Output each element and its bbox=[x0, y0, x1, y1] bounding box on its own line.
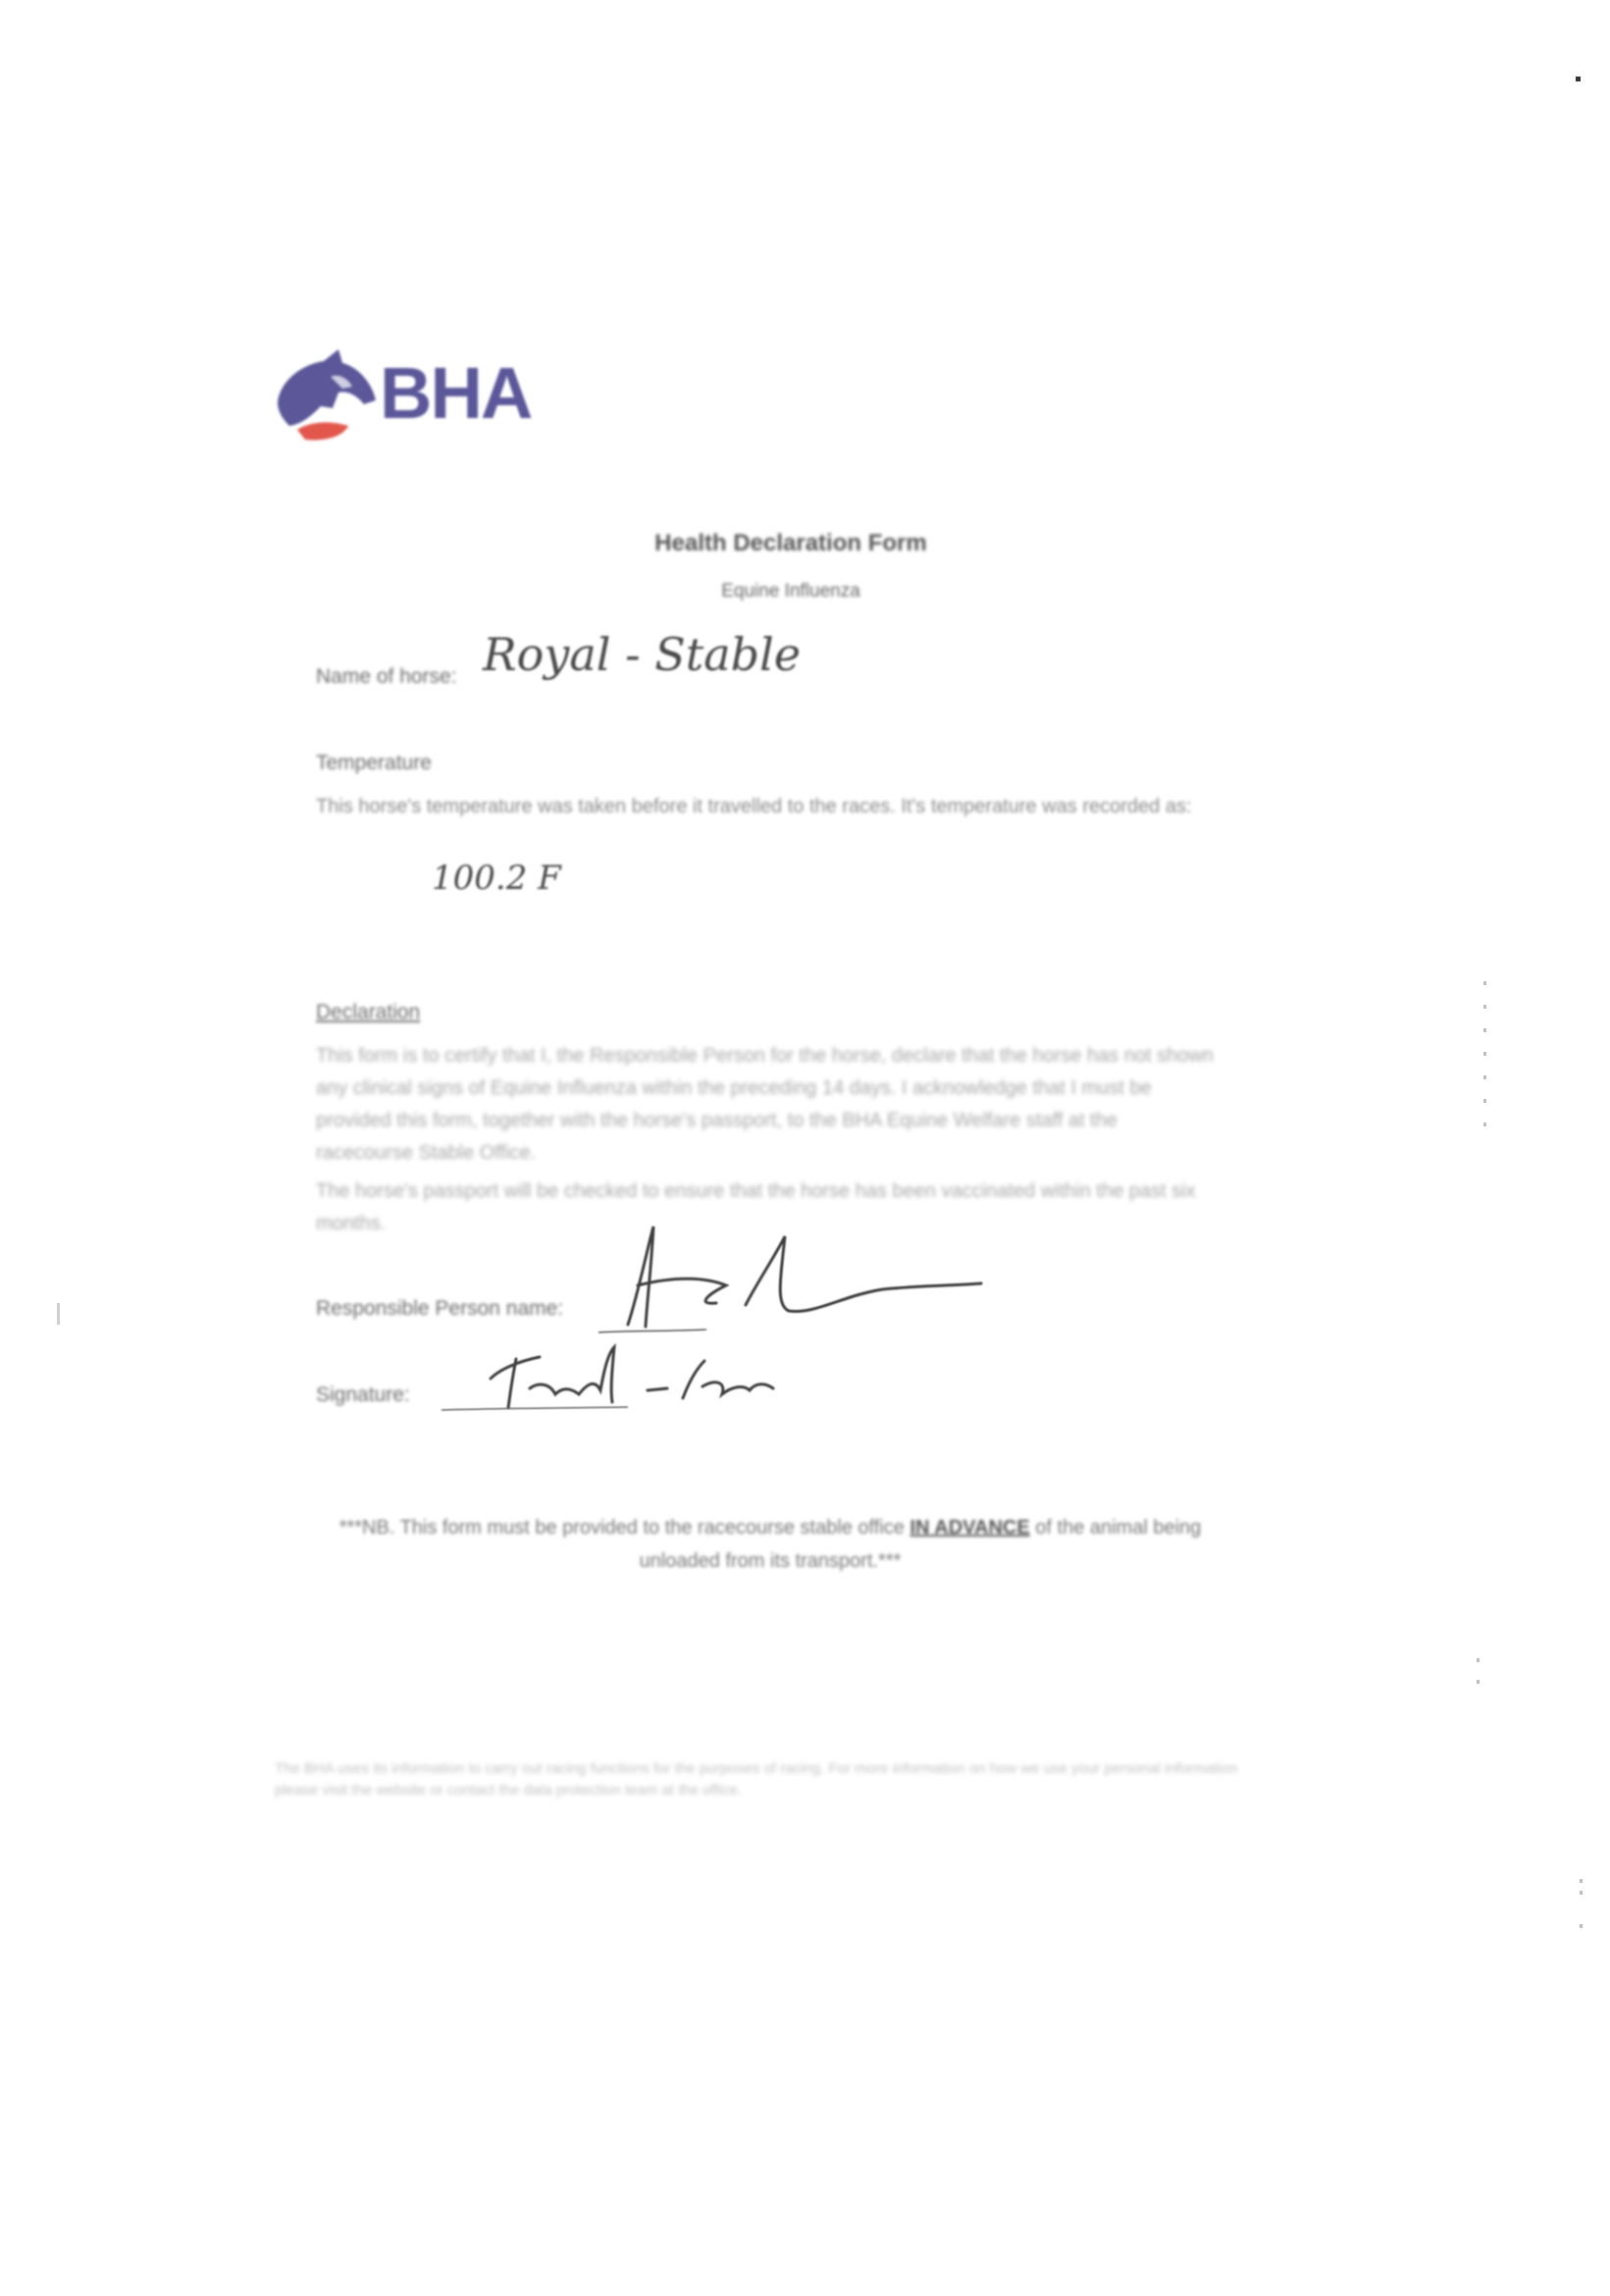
bha-logo bbox=[270, 343, 554, 451]
notice-emphasis: IN ADVANCE bbox=[909, 1517, 1030, 1539]
scan-speck bbox=[1576, 77, 1581, 81]
margin-dots bbox=[1477, 1658, 1480, 1688]
signature-label: Signature: bbox=[316, 1383, 410, 1406]
footer-privacy-text: The BHA uses its information to carry out racing functions for the purposes of racing. For more information on how we use your personal information please visit the website or contact the data protection team at the office. bbox=[275, 1760, 1238, 1799]
responsible-person-label: Responsible Person name: bbox=[316, 1297, 564, 1320]
passport-text: The horse's passport will be checked to ensure that the horse has been vaccinated within the past six months. bbox=[316, 1180, 1196, 1234]
form-title: Health Declaration Form bbox=[654, 530, 927, 556]
notice-before: ***NB. This form must be provided to the racecourse stable office bbox=[338, 1517, 910, 1539]
declaration-text: This form is to certify that I, the Responsible Person for the horse, declare that the horse has not shown any clinical signs of Equine Influenza within the preceding 14 days. I acknowledge that I must be provided this form, together with the horse's passport, to the BHA Equine Welfare staff at the racecourse Stable Office. bbox=[316, 1045, 1214, 1164]
responsible-person-signature bbox=[589, 1217, 1001, 1344]
scan-speck bbox=[57, 1303, 60, 1325]
logo-text: BHA bbox=[380, 352, 532, 434]
advance-notice bbox=[324, 1511, 1217, 1578]
temperature-text: This horse's temperature was taken before it travelled to the races. It's temperature was recorded as: bbox=[316, 796, 1192, 817]
form-subtitle: Equine Influenza bbox=[721, 581, 860, 601]
horse-name-value: Royal - Stable bbox=[483, 628, 802, 681]
declaration-heading: Declaration bbox=[316, 1001, 421, 1023]
margin-dots bbox=[1580, 1879, 1584, 1938]
horse-name-label: Name of horse: bbox=[316, 665, 457, 688]
temperature-value: 100.2 F bbox=[432, 859, 561, 898]
notice-after: of the animal being unloaded from its transport.*** bbox=[639, 1517, 1202, 1572]
horse-logo-icon bbox=[270, 343, 388, 451]
signature-image bbox=[432, 1339, 824, 1418]
temperature-heading: Temperature bbox=[316, 752, 432, 774]
margin-dots bbox=[1483, 981, 1487, 1148]
